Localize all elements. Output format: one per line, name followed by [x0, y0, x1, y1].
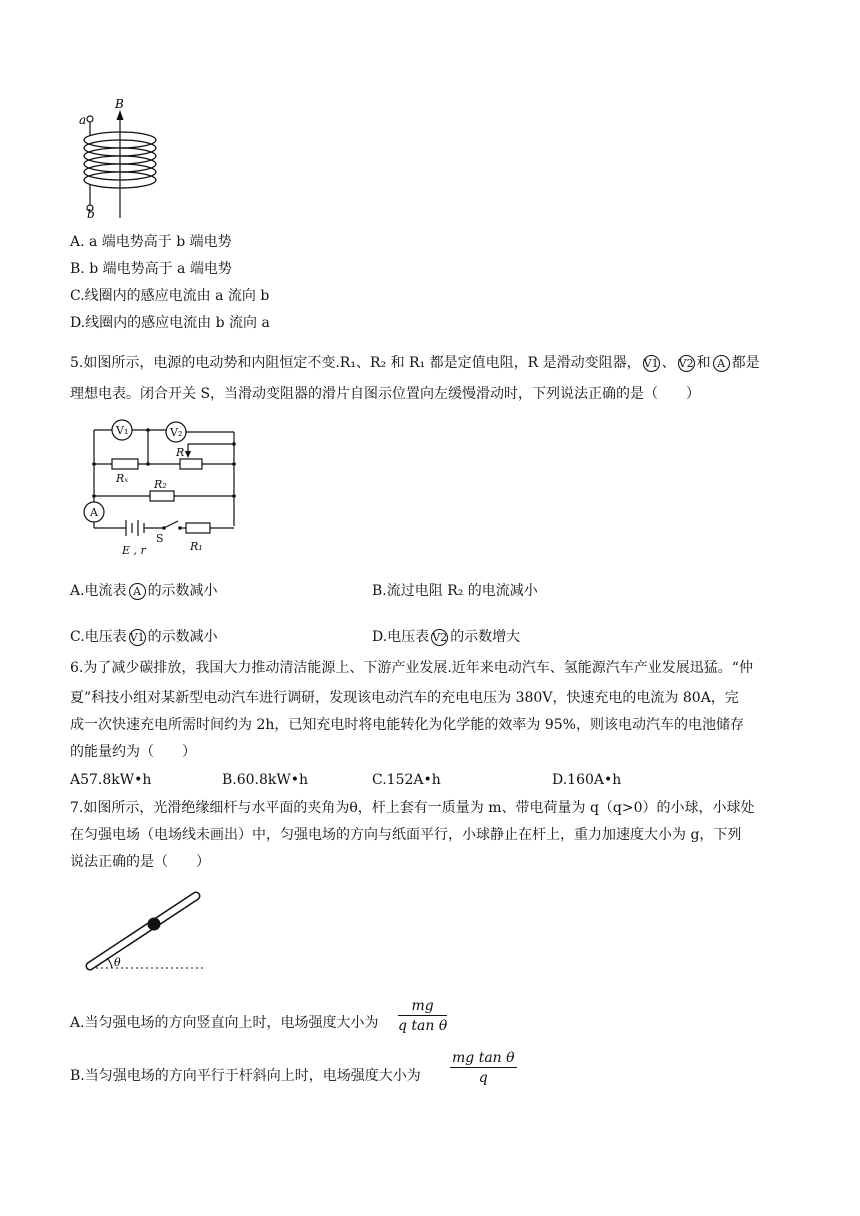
q4-option-c: C.线圈内的感应电流由 a 流向 b: [70, 288, 270, 304]
ammeter-a-icon: A: [713, 355, 730, 372]
q5-option-d-tail: 的示数增大: [450, 629, 521, 645]
q6-stem-line2: 夏”科技小组对某新型电动汽车进行调研，发现该电动汽车的充电电压为 380V，快速充电的电流为 80A，完: [70, 690, 739, 706]
q6-option-a: A57.8kW•h: [70, 772, 152, 788]
q7-option-b-denominator: q: [478, 1070, 488, 1086]
q7-option-a-text: A.当匀强电场的方向竖直向上时，电场强度大小为: [70, 1015, 379, 1031]
q4-option-d: D.线圈内的感应电流由 b 流向 a: [70, 315, 270, 331]
coil-label-a: a: [79, 113, 87, 127]
q7-stem-line2: 在匀强电场（电场线未画出）中，匀强电场的方向与纸面平行，小球静止在杆上，重力加速度大小为 g，下列: [70, 827, 742, 843]
q7-stem-line3: 说法正确的是（ ）: [70, 854, 210, 870]
circuit-diagram: [80, 420, 240, 560]
q7-option-a-denominator: q tan θ: [398, 1018, 448, 1034]
q6-stem-line4: 的能量约为（ ）: [70, 744, 196, 760]
q5-option-d: [372, 627, 520, 647]
q6-stem-line1: 6.为了减少碳排放，我国大力推动清洁能源上、下游产业发展.近年来电动汽车、氢能源汽车产业发展迅猛。“仲: [70, 660, 753, 676]
q5-option-c-text: C.电压表: [70, 629, 127, 645]
circuit-label-r: R: [176, 446, 185, 459]
q6-option-d: D.160A•h: [552, 772, 622, 788]
angle-theta-label: θ: [114, 956, 121, 969]
q5-stem-text: 5.如图所示，电源的电动势和内阻恒定不变.R₁、R₂ 和 R₁ 都是定值电阻，R 是滑动变阻器，: [70, 355, 641, 371]
q5-option-b: B.流过电阻 R₂ 的电流减小: [372, 583, 538, 599]
q5-stem-line2: 理想电表。闭合开关 S，当滑动变阻器的滑片自图示位置向左缓慢滑动时，下列说法正确的是（ ）: [70, 386, 701, 402]
q5-option-a-tail: 的示数减小: [147, 583, 218, 599]
circuit-label-r1: R₁: [190, 540, 203, 553]
q7-option-b-text: B.当匀强电场的方向平行于杆斜向上时，电场强度大小为: [70, 1068, 421, 1084]
q5-option-c: [70, 627, 218, 647]
q5-stem-tail: 都是: [731, 355, 760, 371]
circuit-label-r2: R₂: [154, 478, 167, 491]
coil-label-B: B: [115, 97, 124, 111]
coil-label-b: b: [87, 207, 95, 221]
q4-option-b: B. b 端电势高于 a 端电势: [70, 261, 232, 277]
q7-option-b-formula: [450, 1050, 517, 1086]
circuit-label-emf: E , r: [122, 544, 146, 557]
conjunction: 和: [696, 355, 711, 371]
q7-option-b-numerator: mg tan θ: [452, 1050, 515, 1066]
circuit-label-v2: V₂: [170, 426, 183, 439]
q6-option-b: B.60.8kW•h: [222, 772, 309, 788]
q4-option-a: A. a 端电势高于 b 端电势: [70, 234, 232, 250]
voltmeter-v1-icon: V1: [643, 356, 659, 370]
voltmeter-v2-icon: V2: [432, 630, 448, 644]
coil-figure: [75, 97, 195, 221]
circuit-label-s: S: [156, 532, 164, 545]
q7-stem-line1: 7.如图所示，光滑绝缘细杆与水平面的夹角为θ，杆上套有一质量为 m、带电荷量为 q（q>0）的小球，小球处: [70, 800, 755, 816]
q5-stem-line1: [70, 353, 760, 373]
circuit-label-a: A: [90, 506, 98, 519]
q5-option-d-text: D.电压表: [372, 629, 430, 645]
q5-option-c-tail: 的示数减小: [147, 629, 218, 645]
q7-option-a-numerator: mg: [398, 998, 447, 1016]
q5-option-a: [70, 581, 218, 601]
circuit-label-v1: V₁: [116, 424, 129, 437]
q7-option-a-formula: [398, 998, 447, 1034]
circuit-label-rx: Rₓ: [116, 472, 129, 485]
separator: 、: [661, 355, 676, 371]
voltmeter-v2-icon: V2: [678, 356, 694, 370]
q6-stem-line3: 成一次快速充电所需时间约为 2h，已知充电时将电能转化为化学能的效率为 95%，则该电动汽车的电池储存: [70, 717, 744, 733]
q5-option-a-text: A.电流表: [70, 583, 127, 599]
voltmeter-v1-icon: V1: [129, 630, 145, 644]
q6-option-c: C.152A•h: [372, 772, 441, 788]
ammeter-a-icon: A: [129, 583, 146, 600]
rod-figure: [82, 888, 212, 978]
